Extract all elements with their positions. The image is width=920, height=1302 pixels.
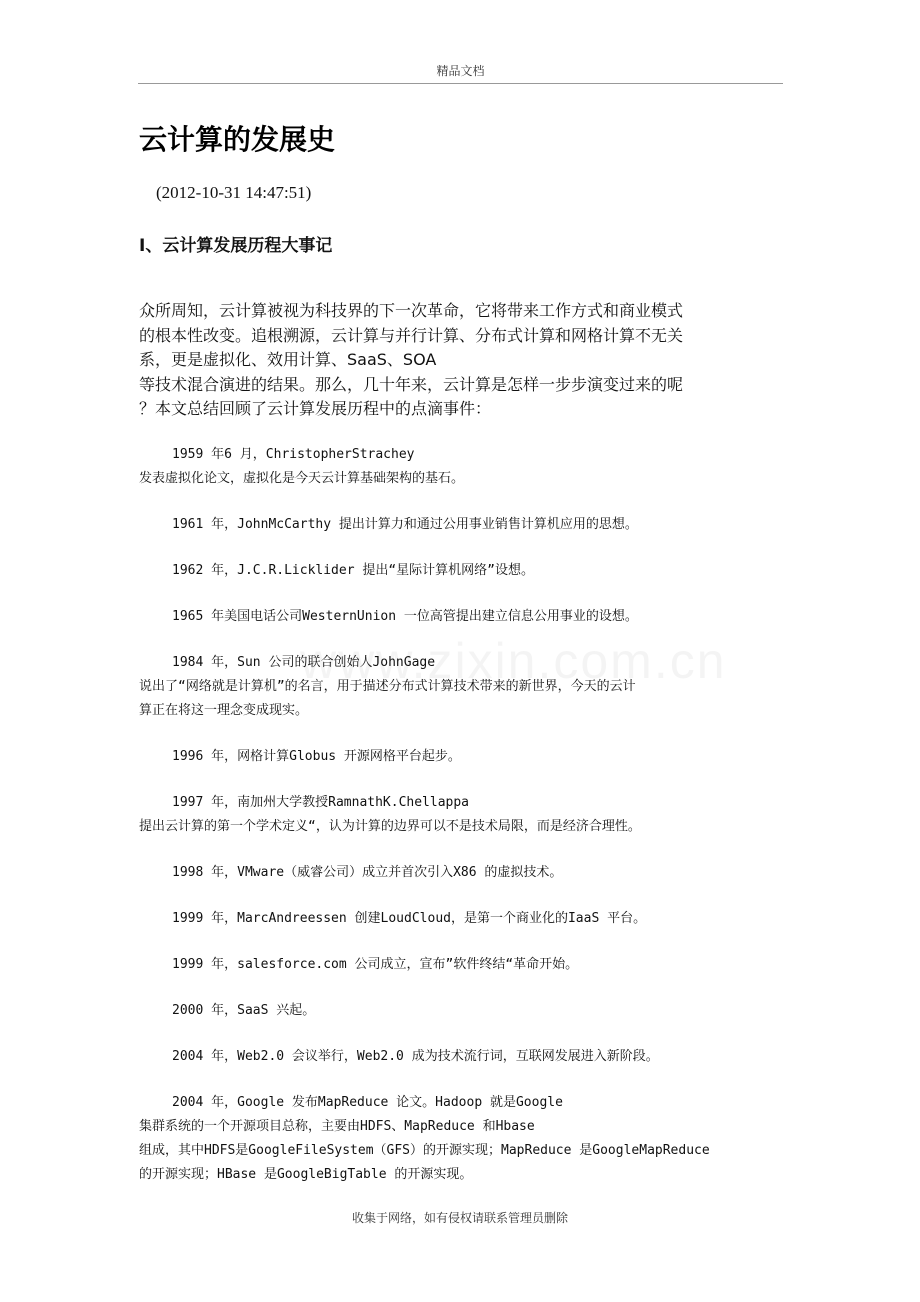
intro-line: 等技术混合演进的结果。那么，几十年来，云计算是怎样一步步演变过来的呢 xyxy=(139,374,684,394)
event-line: 集群系统的一个开源项目总称，主要由HDFS、MapReduce 和Hbase xyxy=(139,1119,535,1134)
intro-line: 的根本性改变。追根溯源，云计算与并行计算、分布式计算和网格计算不无关 xyxy=(139,325,684,345)
event-item-1999-salesforce xyxy=(139,953,789,977)
event-item-1997 xyxy=(139,791,789,839)
intro-line: 众所周知，云计算被视为科技界的下一次革命，它将带来工作方式和商业模式 xyxy=(139,301,684,320)
event-line: 的开源实现；HBase 是GoogleBigTable 的开源实现。 xyxy=(139,1167,473,1182)
event-item-1999-loudcloud xyxy=(139,907,789,931)
event-line: 算正在将这一理念变成现实。 xyxy=(139,703,309,718)
event-line: 1962 年，J.C.R.Licklider 提出“星际计算机网络”设想。 xyxy=(172,563,535,578)
event-line: 1998 年，VMware（威睿公司）成立并首次引入X86 的虚拟技术。 xyxy=(172,865,563,880)
event-line: 组成，其中HDFS是GoogleFileSystem（GFS）的开源实现；MapReduce 是GoogleMapReduce xyxy=(139,1143,710,1158)
event-line: 2004 年，Web2.0 会议举行，Web2.0 成为技术流行词，互联网发展进入新阶段。 xyxy=(172,1049,659,1064)
event-list xyxy=(139,443,789,1209)
page-footer: 收集于网络，如有侵权请联系管理员删除 xyxy=(351,1211,568,1225)
event-line: 1961 年，JohnMcCarthy 提出计算力和通过公用事业销售计算机应用的思想。 xyxy=(172,517,638,532)
section-heading: I、云计算发展历程大事记 xyxy=(139,236,333,256)
intro-paragraph xyxy=(139,299,779,422)
page-header: 精品文档 xyxy=(138,62,783,84)
event-item-1965 xyxy=(139,605,789,629)
event-line: 1965 年美国电话公司WesternUnion 一位高管提出建立信息公用事业的设想。 xyxy=(172,609,638,624)
event-item-1959 xyxy=(139,443,789,491)
event-item-1998 xyxy=(139,861,789,885)
event-item-1961 xyxy=(139,513,789,537)
event-line: 说出了“网络就是计算机”的名言，用于描述分布式计算技术带来的新世界，今天的云计 xyxy=(139,679,636,694)
event-line: 发表虚拟化论文，虚拟化是今天云计算基础架构的基石。 xyxy=(139,471,465,486)
publish-date: (2012-10-31 14:47:51) xyxy=(156,183,312,202)
intro-line: 系，更是虚拟化、效用计算、SaaS、SOA xyxy=(139,350,437,369)
intro-line: ？本文总结回顾了云计算发展历程中的点滴事件： xyxy=(139,399,492,418)
event-line: 2000 年，SaaS 兴起。 xyxy=(172,1003,316,1018)
event-line: 1984 年，Sun 公司的联合创始人JohnGage xyxy=(172,655,436,670)
event-line: 2004 年，Google 发布MapReduce 论文。Hadoop 就是Google xyxy=(172,1095,563,1110)
document-title: 云计算的发展史 xyxy=(139,123,336,156)
event-item-1996 xyxy=(139,745,789,769)
event-line: 1999 年，MarcAndreessen 创建LoudCloud，是第一个商业化的IaaS 平台。 xyxy=(172,911,647,926)
event-item-2000 xyxy=(139,999,789,1023)
event-line: 提出云计算的第一个学术定义“，认为计算的边界可以不是技术局限，而是经济合理性。 xyxy=(139,819,641,834)
event-line: 1959 年6 月，ChristopherStrachey xyxy=(172,447,415,462)
event-line: 1997 年，南加州大学教授RamnathK.Chellappa xyxy=(172,795,470,810)
event-item-1984 xyxy=(139,651,789,723)
event-item-1962 xyxy=(139,559,789,583)
event-line: 1996 年，网格计算Globus 开源网格平台起步。 xyxy=(172,749,461,764)
event-item-2004-web20 xyxy=(139,1045,789,1069)
event-line: 1999 年，salesforce.com 公司成立，宣布”软件终结“革命开始。 xyxy=(172,957,579,972)
event-item-2004-mapreduce xyxy=(139,1091,789,1187)
